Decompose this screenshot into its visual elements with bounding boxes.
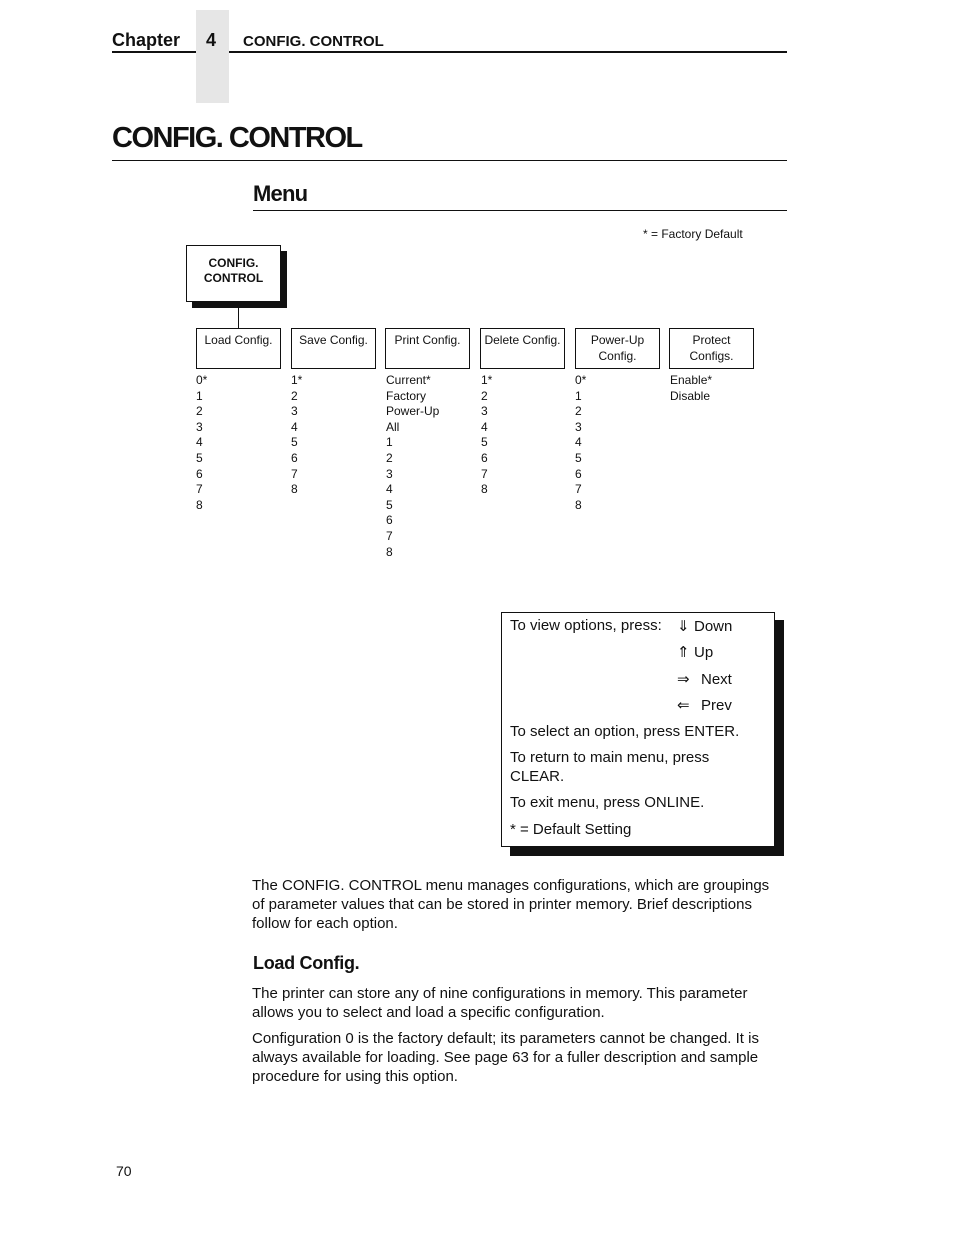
option-value: 7 bbox=[575, 482, 582, 497]
values-load-config bbox=[196, 373, 207, 513]
option-value: 2 bbox=[196, 404, 203, 419]
help-arrow-prev bbox=[677, 696, 732, 714]
arrow-label: Next bbox=[701, 671, 732, 688]
values-save-config bbox=[291, 373, 302, 498]
running-header-title: CONFIG. CONTROL bbox=[243, 33, 384, 50]
option-value: 4 bbox=[386, 482, 393, 497]
option-label-line2: Configs. bbox=[689, 349, 734, 363]
option-value: 4 bbox=[575, 435, 582, 450]
chapter-label: Chapter bbox=[112, 30, 181, 50]
arrow-down-icon: ⇓ bbox=[677, 618, 690, 635]
subsection-title-load-config: Load Config. bbox=[253, 953, 360, 973]
option-value: 4 bbox=[481, 419, 488, 434]
chapter-tab bbox=[196, 10, 229, 103]
option-value: 6 bbox=[291, 450, 298, 465]
option-label: Print Config. bbox=[394, 333, 461, 347]
option-value: Power-Up bbox=[386, 404, 440, 419]
option-value: 3 bbox=[481, 404, 488, 419]
menu-option-power-up-config bbox=[575, 328, 660, 369]
page-number: 70 bbox=[116, 1163, 132, 1179]
option-value: 2 bbox=[386, 450, 393, 465]
option-value: 0* bbox=[575, 373, 587, 387]
arrow-label: Down bbox=[694, 618, 733, 635]
option-value: 1 bbox=[386, 435, 393, 450]
option-value: 1 bbox=[196, 388, 203, 403]
option-value: Enable* bbox=[670, 373, 713, 387]
menu-root-line1: CONFIG. bbox=[208, 256, 259, 270]
option-value: 4 bbox=[196, 435, 203, 450]
factory-default-note: * = Factory Default bbox=[643, 227, 743, 241]
option-value: 3 bbox=[386, 466, 393, 481]
option-value: 8 bbox=[196, 497, 203, 512]
help-select-text: To select an option, press ENTER. bbox=[510, 723, 740, 740]
option-value: 7 bbox=[481, 466, 488, 481]
option-value: 2 bbox=[291, 388, 298, 403]
option-value: 6 bbox=[386, 513, 393, 528]
menu-option-save-config bbox=[291, 328, 376, 369]
option-value: 5 bbox=[386, 497, 393, 512]
navigation-help-box bbox=[501, 612, 775, 847]
option-value: 6 bbox=[196, 466, 203, 481]
values-protect-configs bbox=[670, 373, 712, 404]
option-label: Delete Config. bbox=[484, 333, 561, 347]
option-value: 6 bbox=[575, 466, 582, 481]
option-value: 1* bbox=[291, 373, 303, 387]
option-value: 1 bbox=[575, 388, 582, 403]
intro-paragraph: The CONFIG. CONTROL menu manages configurations, which are groupings of parameter values that can be stored in printer memory. Brief descriptions follow for each option. bbox=[252, 877, 770, 932]
option-value: 4 bbox=[291, 419, 298, 434]
help-view-label: To view options, press: bbox=[510, 617, 662, 634]
load-config-paragraph-1: The printer can store any of nine configurations in memory. This parameter allows you to select and load a specific configuration. bbox=[252, 985, 748, 1021]
option-value: 0* bbox=[196, 373, 208, 387]
load-config-paragraph-2: Configuration 0 is the factory default; its parameters cannot be changed. It is always available for loading. See page 63 for a fuller description and sample procedure for using this option. bbox=[252, 1030, 759, 1085]
option-value: 5 bbox=[481, 435, 488, 450]
help-return-line2: CLEAR. bbox=[510, 768, 565, 785]
option-value: 8 bbox=[291, 482, 298, 497]
menu-root-box bbox=[186, 245, 281, 302]
option-value: 2 bbox=[575, 404, 582, 419]
values-print-config bbox=[386, 373, 439, 560]
header-rule-gap bbox=[196, 51, 229, 53]
option-value: Factory bbox=[386, 388, 427, 403]
help-exit-text: To exit menu, press ONLINE. bbox=[510, 794, 705, 811]
help-arrow-up bbox=[677, 643, 713, 661]
section-rule bbox=[253, 210, 787, 211]
help-arrow-down bbox=[677, 617, 732, 635]
option-value: 3 bbox=[291, 404, 298, 419]
help-arrow-next bbox=[677, 670, 732, 688]
option-value: Current* bbox=[386, 373, 431, 387]
menu-connector-line bbox=[238, 308, 239, 328]
help-return-line1: To return to main menu, press bbox=[510, 749, 710, 766]
page-title: CONFIG. CONTROL bbox=[112, 122, 362, 154]
values-delete-config bbox=[481, 373, 492, 498]
option-value: 6 bbox=[481, 450, 488, 465]
menu-option-load-config bbox=[196, 328, 281, 369]
option-label-line1: Power-Up bbox=[590, 333, 645, 347]
option-value: 1* bbox=[481, 373, 493, 387]
option-value: 3 bbox=[575, 419, 582, 434]
option-value: 7 bbox=[196, 482, 203, 497]
option-value: Disable bbox=[670, 388, 711, 403]
help-default-text: * = Default Setting bbox=[510, 821, 632, 838]
section-title-menu: Menu bbox=[253, 181, 308, 206]
title-rule bbox=[112, 160, 787, 161]
menu-option-delete-config bbox=[480, 328, 565, 369]
menu-option-protect-configs bbox=[669, 328, 754, 369]
option-value: 7 bbox=[291, 466, 298, 481]
option-value: 5 bbox=[575, 450, 582, 465]
option-label-line1: Protect bbox=[692, 333, 731, 347]
option-value: 5 bbox=[196, 450, 203, 465]
menu-option-print-config bbox=[385, 328, 470, 369]
option-value: 5 bbox=[291, 435, 298, 450]
option-value: 8 bbox=[386, 544, 393, 559]
option-label: Save Config. bbox=[299, 333, 368, 347]
arrow-label: Up bbox=[694, 644, 714, 661]
option-label-line2: Config. bbox=[598, 349, 637, 363]
arrow-right-icon: ⇒ bbox=[677, 671, 690, 688]
chapter-number: 4 bbox=[206, 30, 217, 50]
option-value: 2 bbox=[481, 388, 488, 403]
arrow-up-icon: ⇑ bbox=[677, 644, 690, 661]
arrow-label: Prev bbox=[701, 697, 732, 714]
option-value: All bbox=[386, 419, 400, 434]
option-label: Load Config. bbox=[204, 333, 273, 347]
values-power-up-config bbox=[575, 373, 586, 513]
option-value: 8 bbox=[575, 497, 582, 512]
option-value: 3 bbox=[196, 419, 203, 434]
arrow-left-icon: ⇐ bbox=[677, 697, 690, 714]
option-value: 8 bbox=[481, 482, 488, 497]
option-value: 7 bbox=[386, 528, 393, 543]
menu-root-line2: CONTROL bbox=[203, 271, 264, 285]
